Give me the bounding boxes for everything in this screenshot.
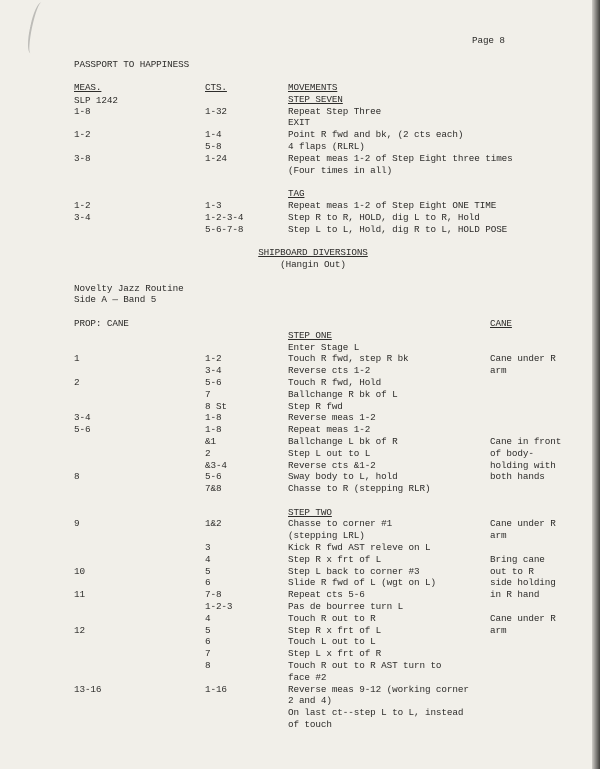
table-row <box>0 448 592 460</box>
movement-cell: Step R to R, HOLD, dig L to R, Hold <box>288 211 480 223</box>
table-row <box>0 294 592 306</box>
table-row <box>0 259 592 271</box>
table-row <box>0 601 592 613</box>
movement-cell: 2 and 4) <box>288 695 332 707</box>
counts-cell: 1-8 <box>205 412 222 424</box>
counts-cell: 1-32 <box>205 105 227 117</box>
table-row <box>0 306 592 318</box>
movement-cell: Step L to L, Hold, dig R to L, HOLD POSE <box>288 223 508 235</box>
movement-cell: Step L out to L <box>288 447 371 459</box>
movement-cell: (Four times in all) <box>288 164 393 176</box>
measures-cell: 3-4 <box>74 412 91 424</box>
table-row <box>0 577 592 589</box>
cane-note-cell: in R hand <box>490 589 540 601</box>
table-row <box>0 342 592 354</box>
counts-cell: 7 <box>205 388 211 400</box>
counts-cell: 5 <box>205 565 211 577</box>
measures-cell: 1-2 <box>74 199 91 211</box>
counts-cell: 5-6 <box>205 376 222 388</box>
counts-cell: 1-24 <box>205 152 227 164</box>
table-row <box>0 660 592 672</box>
table-row <box>0 542 592 554</box>
counts-cell: 3 <box>205 542 211 554</box>
cane-note-cell: arm <box>490 365 507 377</box>
movement-cell: Slide R fwd of L (wgt on L) <box>288 577 436 589</box>
movement-cell: face #2 <box>288 671 327 683</box>
table-row <box>0 518 592 530</box>
cane-note-cell: side holding <box>490 577 556 589</box>
table-row <box>0 389 592 401</box>
movement-cell: STEP TWO <box>288 506 332 518</box>
table-row <box>0 589 592 601</box>
movement-cell: Pas de bourree turn L <box>288 601 404 613</box>
counts-cell: 4 <box>205 553 211 565</box>
counts-cell: 7&8 <box>205 483 222 495</box>
movement-cell: Chasse to R (stepping RLR) <box>288 483 431 495</box>
staple-mark <box>25 1 48 54</box>
movement-cell: Kick R fwd AST releve on L <box>288 542 431 554</box>
measures-cell: 9 <box>74 518 80 530</box>
table-row <box>0 636 592 648</box>
table-row <box>0 471 592 483</box>
movement-cell: 4 flaps (RLRL) <box>288 140 365 152</box>
table-row <box>0 117 592 129</box>
measures-cell: 13-16 <box>74 683 102 695</box>
table-row <box>0 613 592 625</box>
table-row <box>0 530 592 542</box>
table-row <box>0 153 592 165</box>
table-row <box>0 94 592 106</box>
movement-cell: Reverse meas 1-2 <box>288 412 376 424</box>
cane-note-cell: both hands <box>490 471 545 483</box>
scan-edge <box>592 0 600 769</box>
movement-cell: Reverse meas 9-12 (working corner <box>288 683 469 695</box>
movement-cell: Sway body to L, hold <box>288 471 398 483</box>
table-row <box>0 412 592 424</box>
counts-cell: 7 <box>205 648 211 660</box>
counts-cell: &3-4 <box>205 459 227 471</box>
table-row <box>0 695 592 707</box>
measures-cell: 3-8 <box>74 152 91 164</box>
measures-cell: 1-2 <box>74 129 91 141</box>
counts-cell: 8 <box>205 660 211 672</box>
table-row <box>0 283 592 295</box>
section-heading: (Hangin Out) <box>280 258 346 270</box>
counts-cell: 1-2 <box>205 353 222 365</box>
table-row <box>0 483 592 495</box>
movement-cell: Chasse to corner #1 <box>288 518 393 530</box>
cane-note-cell: CANE <box>490 317 512 329</box>
movement-cell: MOVEMENTS <box>288 82 338 93</box>
table-row <box>0 330 592 342</box>
table-row <box>0 165 592 177</box>
counts-cell: 6 <box>205 577 211 589</box>
table-row <box>0 707 592 719</box>
table-row <box>0 106 592 118</box>
movement-cell: STEP ONE <box>288 329 332 341</box>
movement-cell: of touch <box>288 719 332 731</box>
table-row <box>0 318 592 330</box>
counts-cell: 1&2 <box>205 518 222 530</box>
table-row <box>0 82 592 94</box>
counts-cell: 2 <box>205 447 211 459</box>
cane-note-cell: Cane under R <box>490 612 556 624</box>
movement-cell: Reverse cts 1-2 <box>288 365 371 377</box>
counts-cell: &1 <box>205 435 216 447</box>
table-row <box>0 200 592 212</box>
measures-cell: Novelty Jazz Routine <box>74 282 184 294</box>
table-row <box>0 495 592 507</box>
counts-cell: 1-16 <box>205 683 227 695</box>
cane-note-cell: holding with <box>490 459 556 471</box>
movement-cell: Enter Stage L <box>288 341 360 353</box>
table-row <box>0 460 592 472</box>
movement-cell: (stepping LRL) <box>288 530 365 542</box>
measures-cell: Side A — Band 5 <box>74 294 157 306</box>
table-row <box>0 672 592 684</box>
table-row <box>0 401 592 413</box>
movement-cell: TAG <box>288 188 305 200</box>
counts-cell: 1-2-3 <box>205 601 233 613</box>
table-row <box>0 424 592 436</box>
counts-cell: 8 St <box>205 400 227 412</box>
movement-cell: Touch R out to R AST turn to <box>288 660 442 672</box>
movement-cell: Repeat meas 1-2 <box>288 424 371 436</box>
table-row <box>0 235 592 247</box>
movement-cell: Point R fwd and bk, (2 cts each) <box>288 129 464 141</box>
table-row <box>0 507 592 519</box>
counts-cell: 5-6 <box>205 471 222 483</box>
record-number: SLP 1242 <box>74 95 118 106</box>
section-heading: SHIPBOARD DIVERSIONS <box>258 247 368 259</box>
table-row <box>0 247 592 259</box>
movement-cell: Touch R fwd, Hold <box>288 376 382 388</box>
cane-note-cell: out to R <box>490 565 534 577</box>
movement-cell: Step L back to corner #3 <box>288 565 420 577</box>
table-row <box>0 566 592 578</box>
movement-cell: Step R x frt of L <box>288 624 382 636</box>
movement-cell: Touch R fwd, step R bk <box>288 353 409 365</box>
table-row <box>0 188 592 200</box>
movement-cell: Ballchange L bk of R <box>288 435 398 447</box>
measures-cell: 3-4 <box>74 211 91 223</box>
table-row <box>0 684 592 696</box>
measures-cell: 8 <box>74 471 80 483</box>
table-row <box>0 271 592 283</box>
measures-cell: 1 <box>74 353 80 365</box>
measures-cell: 11 <box>74 589 85 601</box>
table-row <box>0 365 592 377</box>
counts-cell: 1-4 <box>205 129 222 141</box>
cane-note-cell: Cane under R <box>490 518 556 530</box>
cane-note-cell: Bring cane <box>490 553 545 565</box>
measures-cell: PROP: CANE <box>74 317 129 329</box>
movement-cell: Step L x frt of R <box>288 648 382 660</box>
measures-cell: 1-8 <box>74 105 91 117</box>
table-row <box>0 719 592 731</box>
measures-cell: 12 <box>74 624 85 636</box>
movement-cell: Touch L out to L <box>288 636 376 648</box>
counts-cell: 1-3 <box>205 199 222 211</box>
measures-cell: 5-6 <box>74 424 91 436</box>
table-row <box>0 129 592 141</box>
counts-cell: 7-8 <box>205 589 222 601</box>
movement-cell: On last ct--step L to L, instead <box>288 707 464 719</box>
table-row <box>0 176 592 188</box>
table-row <box>0 224 592 236</box>
cane-note-cell: of body- <box>490 447 534 459</box>
choreography-table <box>0 82 592 731</box>
counts-cell: 4 <box>205 612 211 624</box>
counts-cell: 5 <box>205 624 211 636</box>
measures-cell: MEAS. <box>74 82 102 93</box>
movement-cell: STEP SEVEN <box>288 93 343 105</box>
counts-cell: CTS. <box>205 82 227 93</box>
cane-note-cell: arm <box>490 624 507 636</box>
movement-cell: Reverse cts &1-2 <box>288 459 376 471</box>
table-row <box>0 141 592 153</box>
counts-cell: 1-2-3-4 <box>205 211 244 223</box>
counts-cell: 5-8 <box>205 140 222 152</box>
movement-cell: Repeat meas 1-2 of Step Eight ONE TIME <box>288 199 497 211</box>
measures-cell: 10 <box>74 565 85 577</box>
movement-cell: EXIT <box>288 117 310 129</box>
table-row <box>0 212 592 224</box>
table-row <box>0 625 592 637</box>
cane-note-cell: Cane in front <box>490 435 562 447</box>
movement-cell: Repeat Step Three <box>288 105 382 117</box>
movement-cell: Touch R out to R <box>288 612 376 624</box>
movement-cell: Ballchange R bk of L <box>288 388 398 400</box>
measures-cell: 2 <box>74 376 80 388</box>
cane-note-cell: Cane under R <box>490 353 556 365</box>
page-number: Page 8 <box>472 35 505 46</box>
table-row <box>0 353 592 365</box>
table-row <box>0 436 592 448</box>
movement-cell: Repeat cts 5-6 <box>288 589 365 601</box>
counts-cell: 3-4 <box>205 365 222 377</box>
table-row <box>0 377 592 389</box>
counts-cell: 6 <box>205 636 211 648</box>
movement-cell: Repeat meas 1-2 of Step Eight three times <box>288 152 513 164</box>
movement-cell: Step R fwd <box>288 400 343 412</box>
document-title: PASSPORT TO HAPPINESS <box>74 59 190 70</box>
movement-cell: Step R x frt of L <box>288 553 382 565</box>
cane-note-cell: arm <box>490 530 507 542</box>
table-row <box>0 554 592 566</box>
table-row <box>0 648 592 660</box>
counts-cell: 5-6-7-8 <box>205 223 244 235</box>
counts-cell: 1-8 <box>205 424 222 436</box>
